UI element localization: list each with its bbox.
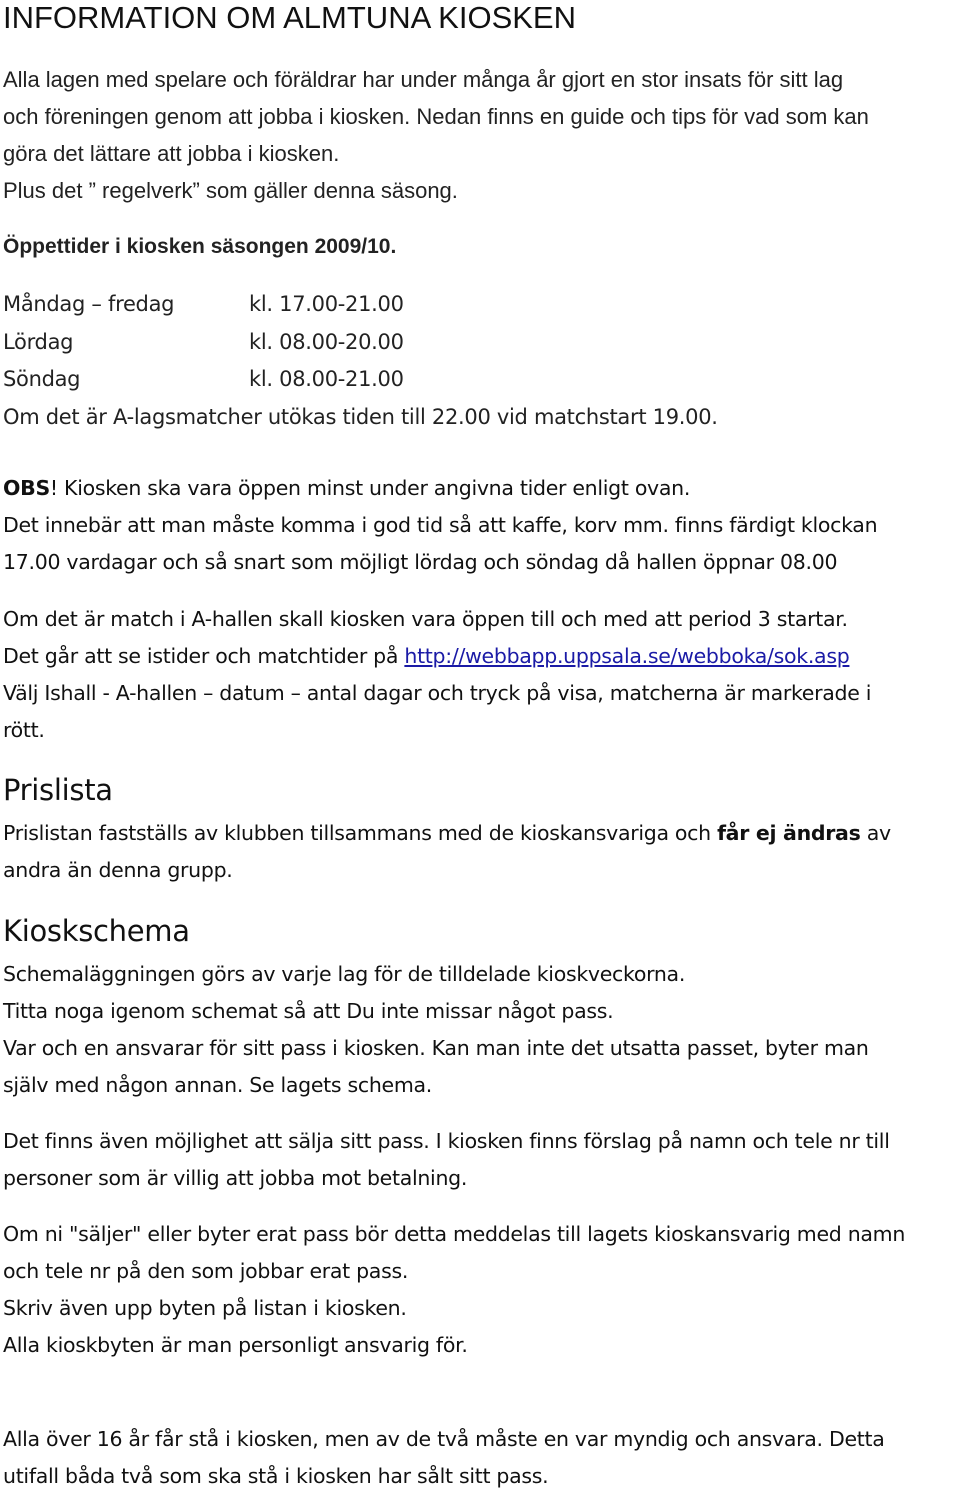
schema-line: Var och en ansvarar för sitt pass i kiosken. Kan man inte det utsatta passet, byter man (3, 1036, 869, 1060)
booking-link[interactable]: http://webbapp.uppsala.se/webboka/sok.asp (404, 644, 850, 668)
prislista-line: andra än denna grupp. (3, 858, 233, 882)
intro-line: Plus det ” regelverk” som gäller denna säsong. (3, 178, 458, 203)
prislista-text: Prislistan fastställs av klubben tillsammans med de kioskansvariga och (3, 821, 718, 845)
intro-paragraph (3, 61, 869, 209)
sell-line: Det finns även möjlighet att sälja sitt pass. I kiosken finns förslag på namn och tele nr till (3, 1129, 890, 1153)
obs-label: OBS (3, 476, 50, 500)
hours-time: kl. 17.00-21.00 (249, 292, 404, 316)
hours-time: kl. 08.00-21.00 (249, 367, 404, 391)
obs-text: ! Kiosken ska vara öppen minst under angivna tider enligt ovan. (49, 476, 691, 500)
prislista-line (3, 815, 891, 852)
schema-line: Titta noga igenom schemat så att Du inte missar något pass. (3, 999, 614, 1023)
swap-line: och tele nr på den som jobbar erat pass. (3, 1259, 409, 1283)
prislista-heading: Prislista (3, 773, 113, 807)
match-line: rött. (3, 718, 45, 742)
opening-hours (3, 286, 718, 436)
prislista-paragraph (3, 815, 891, 889)
age-line: utifall båda två som ska stå i kiosken har sålt sitt pass. (3, 1464, 549, 1488)
kioskschema-paragraph (3, 956, 869, 1104)
hours-row (3, 286, 718, 324)
kioskschema-heading: Kioskschema (3, 914, 190, 948)
match-text: Det går att se istider och matchtider på (3, 644, 405, 668)
obs-line: 17.00 vardagar och så snart som möjligt lördag och söndag då hallen öppnar 08.00 (3, 550, 838, 574)
match-line (3, 638, 871, 675)
hours-day: Lördag (3, 329, 74, 354)
sell-line: personer som är villig att jobba mot betalning. (3, 1166, 468, 1190)
swap-line: Skriv även upp byten på listan i kiosken. (3, 1296, 407, 1320)
intro-line: Alla lagen med spelare och föräldrar har under många år gjort en stor insats för sitt lag (3, 67, 844, 92)
swap-paragraph (3, 1216, 905, 1364)
hours-day: Söndag (3, 367, 81, 391)
prislista-bold: får ej ändras (717, 821, 861, 845)
swap-line: Alla kioskbyten är man personligt ansvarig för. (3, 1333, 468, 1357)
match-paragraph (3, 601, 871, 749)
intro-line: göra det lättare att jobba i kiosken. (3, 141, 340, 166)
hours-row (3, 361, 718, 399)
age-line: Alla över 16 år får stå i kiosken, men av de två måste en var myndig och ansvara. Detta (3, 1427, 885, 1451)
sell-paragraph (3, 1123, 890, 1197)
prislista-text: av (860, 821, 891, 845)
age-paragraph (3, 1421, 885, 1495)
match-line: Välj Ishall - A-hallen – datum – antal dagar och tryck på visa, matcherna är markerade i (3, 681, 872, 705)
obs-paragraph (3, 470, 877, 581)
page-title: INFORMATION OM ALMTUNA KIOSKEN (3, 0, 576, 35)
hours-time: kl. 08.00-20.00 (249, 329, 404, 354)
intro-line: och föreningen genom att jobba i kiosken. Nedan finns en guide och tips för vad som kan (3, 104, 869, 129)
hours-note: Om det är A-lagsmatcher utökas tiden till 22.00 vid matchstart 19.00. (3, 404, 718, 429)
schema-line: själv med någon annan. Se lagets schema. (3, 1073, 433, 1097)
obs-line: Det innebär att man måste komma i god tid så att kaffe, korv mm. finns färdigt klockan (3, 513, 878, 537)
hours-day: Måndag – fredag (3, 292, 175, 316)
schema-line: Schemaläggningen görs av varje lag för de tilldelade kioskveckorna. (3, 962, 686, 986)
swap-line: Om ni "säljer" eller byter erat pass bör detta meddelas till lagets kioskansvarig med namn (3, 1222, 906, 1246)
hours-heading: Öppettider i kiosken säsongen 2009/10. (3, 235, 397, 258)
hours-row (3, 324, 718, 362)
match-line: Om det är match i A-hallen skall kiosken vara öppen till och med att period 3 startar. (3, 607, 848, 631)
obs-line (3, 470, 877, 507)
